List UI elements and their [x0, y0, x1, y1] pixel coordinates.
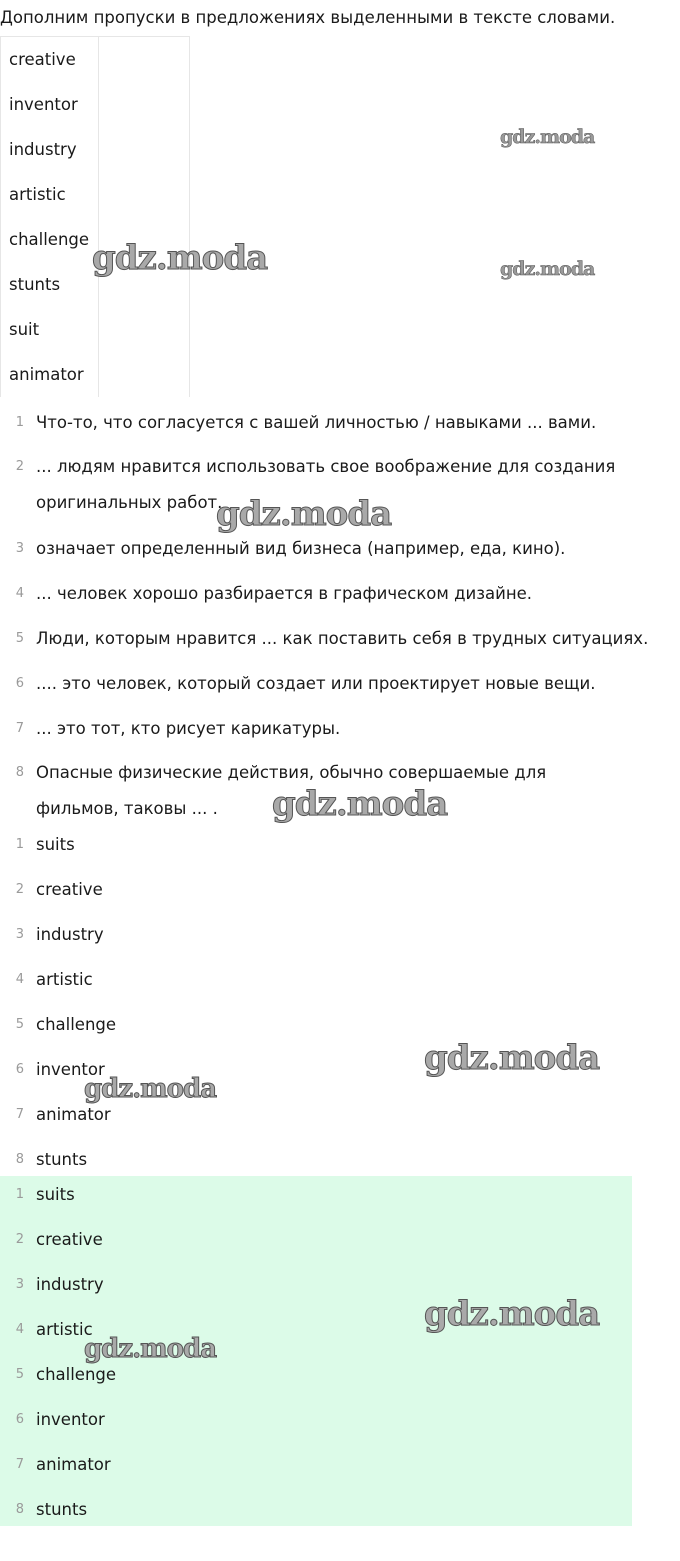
table-cell: industry	[1, 127, 99, 172]
list-item	[0, 1397, 116, 1442]
watermark: gdz.moda	[500, 258, 595, 280]
list-item	[0, 526, 648, 571]
watermark: gdz.moda	[216, 494, 392, 534]
list-item	[0, 1217, 116, 1262]
item-text: artistic	[36, 970, 93, 989]
item-text: inventor	[36, 1060, 105, 1079]
item-number: 7	[15, 1457, 24, 1472]
list-item	[0, 912, 116, 957]
word-table	[0, 36, 190, 397]
item-text: industry	[36, 925, 104, 944]
list-item	[0, 1352, 116, 1397]
item-number: 6	[15, 1412, 24, 1427]
item-text: Опасные физические действия, обычно совершаемые для фильмов, таковы ... .	[36, 763, 547, 818]
item-text: animator	[36, 1105, 111, 1124]
table-cell: creative	[1, 37, 99, 83]
item-number: 5	[15, 1017, 24, 1032]
watermark: gdz.moda	[424, 1038, 600, 1078]
item-number: 7	[15, 721, 24, 736]
watermark: gdz.moda	[424, 1294, 600, 1334]
item-number: 8	[15, 765, 24, 780]
item-number: 1	[15, 1187, 24, 1202]
table-cell: suit	[1, 307, 99, 352]
watermark: gdz.moda	[272, 784, 448, 824]
item-text: ... людям нравится использовать свое воображение для создания оригинальных работ.	[36, 457, 616, 512]
list-item	[0, 1172, 116, 1217]
item-number: 5	[15, 1367, 24, 1382]
item-number: 2	[15, 459, 24, 474]
item-text: ... это тот, кто рисует карикатуры.	[36, 719, 341, 738]
item-text: stunts	[36, 1500, 88, 1519]
list-item	[0, 957, 116, 1002]
list-item	[0, 1487, 116, 1532]
item-number: 6	[15, 676, 24, 691]
item-number: 4	[15, 1322, 24, 1337]
item-text: animator	[36, 1455, 111, 1474]
item-number: 1	[15, 415, 24, 430]
item-number: 3	[15, 1277, 24, 1292]
item-text: suits	[36, 1185, 75, 1204]
watermark: gdz.moda	[84, 1334, 217, 1364]
item-number: 8	[15, 1502, 24, 1517]
item-number: 3	[15, 927, 24, 942]
item-number: 5	[15, 631, 24, 646]
item-number: 4	[15, 586, 24, 601]
table-cell: animator	[1, 352, 99, 397]
list-item	[0, 400, 648, 445]
list-item	[0, 1002, 116, 1047]
item-text: Люди, которым нравится ... как поставить себя в трудных ситуациях.	[36, 629, 649, 648]
list-item	[0, 571, 648, 616]
item-text: creative	[36, 1230, 103, 1249]
list-item	[0, 822, 116, 867]
item-number: 2	[15, 1232, 24, 1247]
empty-column	[99, 37, 190, 398]
table-cell: artistic	[1, 172, 99, 217]
item-text: Что-то, что согласуется с вашей личностью / навыками ... вами.	[36, 413, 597, 432]
table-cell: inventor	[1, 82, 99, 127]
list-item	[0, 445, 626, 526]
highlighted-answer-list	[0, 1172, 116, 1532]
item-text: stunts	[36, 1150, 88, 1169]
item-number: 1	[15, 837, 24, 852]
item-text: artistic	[36, 1320, 93, 1339]
item-text: inventor	[36, 1410, 105, 1429]
list-item	[0, 1047, 116, 1092]
item-number: 8	[15, 1152, 24, 1167]
item-number: 2	[15, 882, 24, 897]
list-item	[0, 1442, 116, 1487]
answer-list	[0, 822, 116, 1182]
item-text: challenge	[36, 1365, 117, 1384]
item-text: ... человек хорошо разбирается в графическом дизайне.	[36, 584, 533, 603]
list-item	[0, 706, 648, 751]
list-item	[0, 1262, 116, 1307]
table-cell: challenge	[1, 217, 99, 262]
table-cell: stunts	[1, 262, 99, 307]
item-text: industry	[36, 1275, 104, 1294]
list-item	[0, 616, 648, 661]
item-number: 3	[15, 541, 24, 556]
item-number: 7	[15, 1107, 24, 1122]
list-item	[0, 867, 116, 912]
list-item	[0, 1307, 116, 1352]
watermark: gdz.moda	[92, 238, 268, 278]
task-instruction: Дополним пропуски в предложениях выделенными в тексте словами.	[0, 8, 616, 27]
list-item	[0, 661, 648, 706]
item-text: .... это человек, который создает или проектирует новые вещи.	[36, 674, 596, 693]
list-item	[0, 751, 626, 832]
item-text: означает определенный вид бизнеса (например, еда, кино).	[36, 539, 566, 558]
item-number: 6	[15, 1062, 24, 1077]
watermark: gdz.moda	[84, 1074, 217, 1104]
item-text: creative	[36, 880, 103, 899]
answer-highlight-block	[0, 1176, 632, 1526]
item-text: challenge	[36, 1015, 117, 1034]
item-number: 4	[15, 972, 24, 987]
sentence-list	[0, 400, 648, 832]
table-row	[1, 37, 190, 83]
watermark: gdz.moda	[500, 126, 595, 148]
item-text: suits	[36, 835, 75, 854]
list-item	[0, 1092, 116, 1137]
